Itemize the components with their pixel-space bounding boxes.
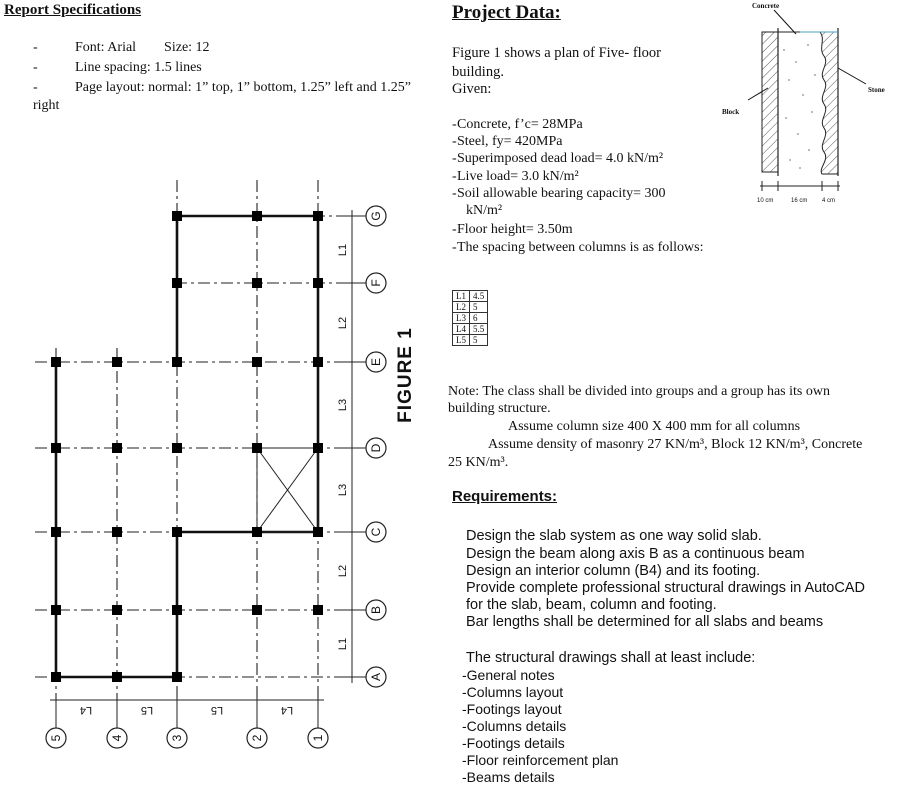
requirements-title: Requirements:: [452, 488, 558, 505]
table-row: [453, 291, 488, 302]
include-item: -Columns layout: [462, 684, 564, 700]
row-span-label: L2: [337, 564, 349, 578]
table-cell: 6: [470, 313, 488, 324]
given-column-spacing: The spacing between columns is as follows:: [457, 240, 704, 255]
note-line4: Assume density of masonry 27 KN/m³, Block 12 KN/m³, Concrete: [488, 437, 863, 452]
requirement-item: Design the slab system as one way solid slab.: [466, 528, 762, 544]
row-axis-label-e: E: [369, 357, 383, 367]
row-axis-label-d: D: [369, 443, 383, 453]
row-span-label: L1: [337, 637, 349, 651]
spec-page-layout: Page layout: normal: 1” top, 1” bottom, 1.25” left and 1.25”: [75, 80, 411, 95]
project-intro-line2: building.: [452, 64, 504, 80]
section-dimension-line: [760, 181, 840, 191]
right-dimension-line: [345, 210, 359, 683]
col-span-label: L4: [79, 704, 93, 716]
block-label: Block: [722, 108, 740, 116]
include-item: -General notes: [462, 667, 555, 683]
row-axis-label-g: G: [369, 211, 383, 221]
given-item: -Superimposed dead load= 4.0 kN/m²: [452, 151, 664, 166]
given-concrete: Concrete, f’c= 28MPa: [457, 117, 583, 132]
drawings-include-title: The structural drawings shall at least include:: [466, 650, 756, 666]
row-axis-label-f: F: [369, 279, 383, 287]
requirement-item: Design the beam along axis B as a continuous beam: [466, 546, 805, 562]
row-axis-leaders: [355, 216, 366, 677]
include-item: -Columns details: [462, 718, 567, 734]
col-axis-label-1: 1: [311, 734, 325, 742]
row-span-label: L3: [337, 483, 349, 497]
block-layer: [762, 32, 778, 172]
stone-label: Stone: [868, 86, 885, 94]
include-item: -Footings layout: [462, 701, 562, 717]
include-item-text: Columns details: [466, 718, 567, 734]
given-item: -Concrete, f’c= 28MPa: [452, 117, 583, 132]
spec-page-layout-wrap: right: [33, 98, 60, 113]
table-cell: L4: [453, 324, 470, 335]
table-cell: 5: [470, 302, 488, 313]
col-span-label: L5: [210, 704, 224, 716]
table-cell: L5: [453, 335, 470, 346]
given-dead-load: Superimposed dead load= 4.0 kN/m²: [457, 151, 664, 166]
include-item-text: General notes: [466, 667, 555, 683]
concrete-dots: [783, 44, 816, 169]
given-floor-height: Floor height= 3.50m: [457, 222, 573, 237]
include-item: -Footings details: [462, 735, 565, 751]
table-cell: 5.5: [470, 324, 488, 335]
column-axis-bubbles: [46, 728, 328, 748]
include-item-text: Floor reinforcement plan: [466, 752, 619, 768]
stair-opening: [257, 448, 318, 532]
report-specifications-title: Report Specifications: [4, 2, 142, 18]
floor-plan-drawing: [0, 175, 445, 792]
given-soil-capacity: Soil allowable bearing capacity= 300: [457, 186, 666, 201]
given-steel: Steel, fy= 420MPa: [457, 134, 563, 149]
given-item: -Live load= 3.0 kN/m²: [452, 169, 579, 184]
wall-section-drawing: [710, 0, 900, 210]
dim-label: 4 cm: [822, 198, 836, 204]
row-span-label: L1: [337, 243, 349, 257]
col-axis-label-3: 3: [170, 734, 184, 742]
table-cell: L2: [453, 302, 470, 313]
note-line1: Note: The class shall be divided into groups and a group has its own: [448, 384, 830, 399]
table-cell: L3: [453, 313, 470, 324]
requirement-item: for the slab, beam, column and footing.: [466, 597, 717, 613]
table-row: [453, 335, 488, 346]
note-line2: building structure.: [448, 401, 551, 416]
col-span-label: L4: [280, 704, 294, 716]
table-row: [453, 302, 488, 313]
dim-label: 10 cm: [757, 198, 774, 204]
building-outline: [56, 216, 318, 677]
project-data-title: Project Data:: [452, 2, 561, 23]
figure-label: FIGURE 1: [395, 327, 416, 423]
note-line3: Assume column size 400 X 400 mm for all columns: [508, 419, 801, 434]
table-cell: 4.5: [470, 291, 488, 302]
col-axis-label-5: 5: [49, 734, 63, 742]
row-span-label: L2: [337, 316, 349, 330]
col-axis-label-4: 4: [110, 734, 124, 742]
columns: [51, 211, 323, 682]
include-item: -Beams details: [462, 769, 555, 785]
row-axis-label-a: A: [369, 672, 383, 682]
bullet-dash: -: [33, 40, 38, 55]
include-item-text: Beams details: [466, 769, 555, 785]
row-span-label: L3: [337, 398, 349, 412]
given-item: -Steel, fy= 420MPa: [452, 134, 563, 149]
requirement-item: Design an interior column (B4) and its footing.: [466, 563, 761, 579]
given-soil-capacity-unit: kN/m²: [466, 203, 503, 218]
spec-font: Font: Arial Size: 12: [75, 40, 210, 55]
table-row: [453, 313, 488, 324]
include-item-text: Footings layout: [466, 701, 562, 717]
requirement-item: Provide complete professional structural drawings in AutoCAD: [466, 580, 865, 596]
stone-layer: [820, 32, 838, 174]
col-span-label: L5: [140, 704, 154, 716]
requirement-item: Bar lengths shall be determined for all slabs and beams: [466, 614, 824, 630]
concrete-label: Concrete: [752, 2, 780, 10]
dim-label: 16 cm: [791, 198, 808, 204]
column-spacing-table: [452, 290, 488, 346]
table-row: [453, 324, 488, 335]
given-item: -The spacing between columns is as follows:: [452, 240, 704, 255]
given-item: -Soil allowable bearing capacity= 300: [452, 186, 666, 201]
include-item: -Floor reinforcement plan: [462, 752, 619, 768]
gridlines: [35, 180, 355, 700]
spec-line-spacing: Line spacing: 1.5 lines: [75, 60, 202, 75]
row-axis-label-c: C: [369, 527, 383, 537]
bullet-dash: -: [33, 80, 38, 95]
include-item-text: Columns layout: [466, 684, 564, 700]
bullet-dash: -: [33, 60, 38, 75]
include-item-text: Footings details: [466, 735, 565, 751]
table-cell: L1: [453, 291, 470, 302]
given-label: Given:: [452, 81, 492, 97]
given-live-load: Live load= 3.0 kN/m²: [457, 169, 579, 184]
given-item: -Floor height= 3.50m: [452, 222, 573, 237]
note-line5: 25 KN/m³.: [448, 455, 509, 470]
project-intro-line1: Figure 1 shows a plan of Five- floor: [452, 45, 662, 61]
col-axis-label-2: 2: [250, 734, 264, 742]
table-cell: 5: [470, 335, 488, 346]
row-axis-label-b: B: [369, 605, 383, 615]
